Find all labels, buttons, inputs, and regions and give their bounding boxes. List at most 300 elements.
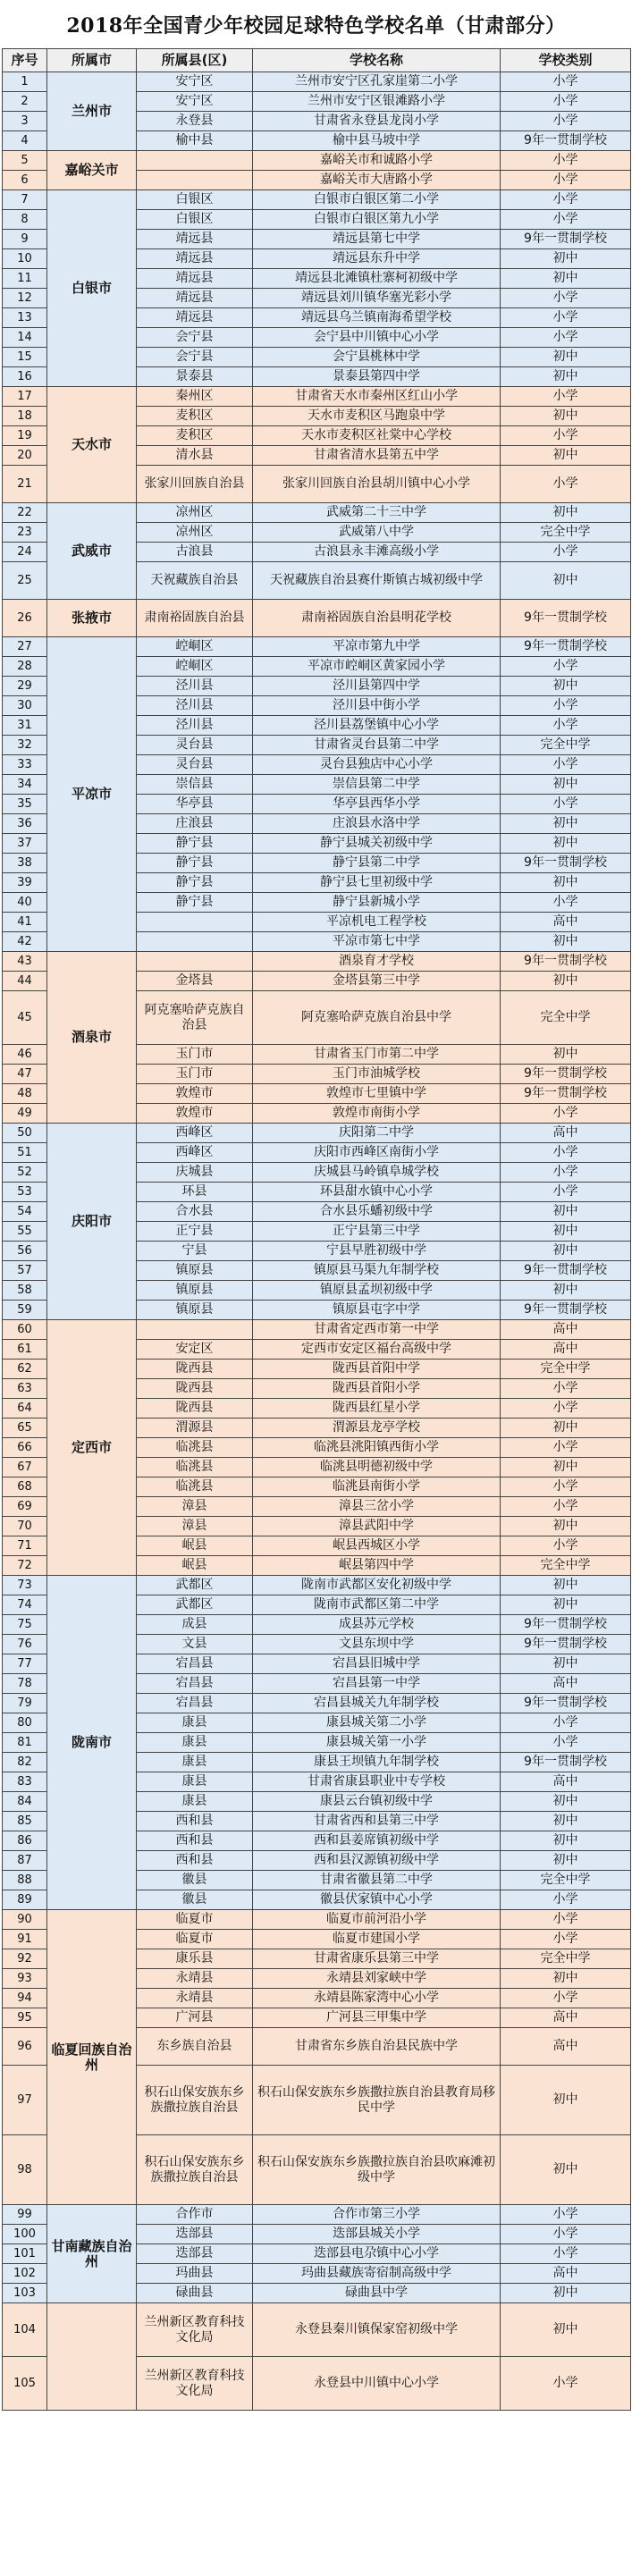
cell-seq: 66 <box>3 1438 47 1458</box>
cell-city: 白银市 <box>47 190 137 387</box>
cell-county: 漳县 <box>137 1517 253 1536</box>
cell-county: 会宁县 <box>137 348 253 367</box>
cell-seq: 34 <box>3 775 47 795</box>
cell-school: 庄浪县水洛中学 <box>253 814 501 834</box>
cell-category: 小学 <box>501 1989 631 2008</box>
cell-seq: 70 <box>3 1517 47 1536</box>
cell-county: 西和县 <box>137 1831 253 1851</box>
cell-category: 初中 <box>501 814 631 834</box>
table-body <box>3 72 631 2411</box>
cell-county: 凉州区 <box>137 503 253 523</box>
cell-county: 成县 <box>137 1615 253 1635</box>
cell-school: 积石山保安族东乡族撒拉族自治县教育局移民中学 <box>253 2066 501 2135</box>
cell-seq: 28 <box>3 657 47 677</box>
cell-seq: 27 <box>3 637 47 657</box>
cell-seq: 17 <box>3 387 47 407</box>
cell-category: 小学 <box>501 1143 631 1163</box>
cell-category: 初中 <box>501 1969 631 1989</box>
cell-category: 9年一贯制学校 <box>501 1084 631 1104</box>
cell-school: 张家川回族自治县胡川镇中心小学 <box>253 466 501 503</box>
cell-seq: 83 <box>3 1772 47 1792</box>
cell-seq: 15 <box>3 348 47 367</box>
cell-category: 9年一贯制学校 <box>501 1261 631 1281</box>
cell-school: 甘肃省天水市秦州区红山小学 <box>253 387 501 407</box>
cell-category: 小学 <box>501 2244 631 2264</box>
cell-seq: 26 <box>3 600 47 637</box>
cell-city: 定西市 <box>47 1320 137 1576</box>
cell-category: 高中 <box>501 2028 631 2066</box>
cell-category: 初中 <box>501 562 631 600</box>
cell-county: 靖远县 <box>137 308 253 328</box>
cell-category: 小学 <box>501 716 631 736</box>
cell-seq: 73 <box>3 1576 47 1595</box>
cell-seq: 53 <box>3 1183 47 1202</box>
table-row <box>3 952 631 972</box>
table-row <box>3 151 631 171</box>
cell-county: 静宁县 <box>137 873 253 893</box>
cell-county: 静宁县 <box>137 854 253 873</box>
cell-category: 小学 <box>501 171 631 190</box>
cell-seq: 42 <box>3 932 47 952</box>
cell-category: 完全中学 <box>501 991 631 1045</box>
cell-city: 武威市 <box>47 503 137 600</box>
cell-school: 甘肃省东乡族自治县民族中学 <box>253 2028 501 2066</box>
table-row <box>3 503 631 523</box>
table-row <box>3 1320 631 1340</box>
cell-school: 甘肃省永登县龙岗小学 <box>253 112 501 131</box>
cell-category: 小学 <box>501 387 631 407</box>
cell-county: 合水县 <box>137 1202 253 1222</box>
cell-school: 靖远县北滩镇杜寨柯初级中学 <box>253 269 501 289</box>
cell-school: 灵台县独店中心小学 <box>253 755 501 775</box>
cell-seq: 82 <box>3 1753 47 1772</box>
cell-school: 白银市白银区第九小学 <box>253 210 501 230</box>
cell-school: 静宁县第二中学 <box>253 854 501 873</box>
cell-category: 小学 <box>501 1930 631 1949</box>
cell-seq: 104 <box>3 2303 47 2357</box>
cell-school: 天祝藏族自治县赛什斯镇古城初级中学 <box>253 562 501 600</box>
cell-school: 庆阳市西峰区南街小学 <box>253 1143 501 1163</box>
cell-seq: 102 <box>3 2264 47 2284</box>
cell-county: 宕昌县 <box>137 1654 253 1674</box>
cell-seq: 21 <box>3 466 47 503</box>
cell-category: 初中 <box>501 2135 631 2205</box>
cell-category: 小学 <box>501 92 631 112</box>
cell-seq: 55 <box>3 1222 47 1242</box>
cell-county: 积石山保安族东乡族撒拉族自治县 <box>137 2066 253 2135</box>
cell-county: 陇西县 <box>137 1399 253 1418</box>
cell-school: 宕昌县第一中学 <box>253 1674 501 1694</box>
cell-county: 天祝藏族自治县 <box>137 562 253 600</box>
cell-school: 迭部县城关小学 <box>253 2225 501 2244</box>
cell-county: 靖远县 <box>137 289 253 308</box>
cell-category: 完全中学 <box>501 1360 631 1379</box>
cell-county: 静宁县 <box>137 893 253 913</box>
cell-school: 泾川县荔堡镇中心小学 <box>253 716 501 736</box>
cell-seq: 65 <box>3 1418 47 1438</box>
cell-category: 小学 <box>501 72 631 92</box>
cell-seq: 35 <box>3 795 47 814</box>
cell-county: 安宁区 <box>137 92 253 112</box>
cell-county: 正宁县 <box>137 1222 253 1242</box>
cell-school: 泾川县中街小学 <box>253 696 501 716</box>
cell-county: 宕昌县 <box>137 1674 253 1694</box>
cell-school: 庆阳第二中学 <box>253 1124 501 1143</box>
cell-school: 临洮县明德初级中学 <box>253 1458 501 1477</box>
cell-category: 初中 <box>501 446 631 466</box>
cell-county: 静宁县 <box>137 834 253 854</box>
cell-county: 陇西县 <box>137 1360 253 1379</box>
cell-county: 肃南裕固族自治县 <box>137 600 253 637</box>
cell-school: 泾川县第四中学 <box>253 677 501 696</box>
cell-school: 陇西县首阳小学 <box>253 1379 501 1399</box>
cell-category: 初中 <box>501 972 631 991</box>
cell-category: 小学 <box>501 1536 631 1556</box>
cell-school: 甘肃省西和县第三中学 <box>253 1812 501 1831</box>
cell-category: 小学 <box>501 755 631 775</box>
cell-seq: 41 <box>3 913 47 932</box>
cell-category: 小学 <box>501 1497 631 1517</box>
table-row <box>3 1910 631 1930</box>
cell-county: 白银区 <box>137 210 253 230</box>
cell-county: 敦煌市 <box>137 1104 253 1124</box>
cell-county: 临洮县 <box>137 1477 253 1497</box>
cell-category: 初中 <box>501 1792 631 1812</box>
cell-school: 康县城关第二小学 <box>253 1713 501 1733</box>
cell-seq: 99 <box>3 2205 47 2225</box>
cell-seq: 9 <box>3 230 47 249</box>
cell-category: 9年一贯制学校 <box>501 1065 631 1084</box>
cell-seq: 40 <box>3 893 47 913</box>
cell-school: 宁县早胜初级中学 <box>253 1242 501 1261</box>
cell-county: 东乡族自治县 <box>137 2028 253 2066</box>
cell-seq: 25 <box>3 562 47 600</box>
cell-county: 泾川县 <box>137 696 253 716</box>
cell-county: 康县 <box>137 1733 253 1753</box>
cell-school: 榆中县马坡中学 <box>253 131 501 151</box>
cell-school: 天水市麦积区马跑泉中学 <box>253 407 501 426</box>
cell-category: 初中 <box>501 269 631 289</box>
cell-school: 碌曲县中学 <box>253 2284 501 2303</box>
cell-county: 康县 <box>137 1713 253 1733</box>
cell-school: 甘肃省清水县第五中学 <box>253 446 501 466</box>
cell-school: 敦煌市七里镇中学 <box>253 1084 501 1104</box>
cell-county: 凉州区 <box>137 523 253 543</box>
cell-seq: 13 <box>3 308 47 328</box>
cell-category: 完全中学 <box>501 1949 631 1969</box>
cell-seq: 61 <box>3 1340 47 1360</box>
cell-county: 碌曲县 <box>137 2284 253 2303</box>
cell-county: 漳县 <box>137 1497 253 1517</box>
cell-school: 古浪县永丰滩高级小学 <box>253 543 501 562</box>
cell-school: 甘肃省玉门市第二中学 <box>253 1045 501 1065</box>
cell-category: 小学 <box>501 2225 631 2244</box>
cell-category: 小学 <box>501 893 631 913</box>
cell-county <box>137 171 253 190</box>
cell-category: 小学 <box>501 1183 631 1202</box>
cell-seq: 67 <box>3 1458 47 1477</box>
cell-school: 嘉峪关市和诚路小学 <box>253 151 501 171</box>
cell-category: 9年一贯制学校 <box>501 600 631 637</box>
cell-school: 永登县秦川镇保家窑初级中学 <box>253 2303 501 2357</box>
cell-seq: 84 <box>3 1792 47 1812</box>
cell-county: 环县 <box>137 1183 253 1202</box>
cell-county: 会宁县 <box>137 328 253 348</box>
cell-school: 陇西县首阳中学 <box>253 1360 501 1379</box>
cell-category: 小学 <box>501 308 631 328</box>
cell-category: 小学 <box>501 795 631 814</box>
cell-county: 玉门市 <box>137 1065 253 1084</box>
cell-school: 渭源县龙亭学校 <box>253 1418 501 1438</box>
cell-county: 麦积区 <box>137 407 253 426</box>
cell-county: 靖远县 <box>137 249 253 269</box>
cell-seq: 74 <box>3 1595 47 1615</box>
cell-county: 崆峒区 <box>137 637 253 657</box>
cell-school: 静宁县新城小学 <box>253 893 501 913</box>
cell-seq: 32 <box>3 736 47 755</box>
cell-category: 小学 <box>501 1399 631 1418</box>
cell-seq: 81 <box>3 1733 47 1753</box>
cell-seq: 89 <box>3 1890 47 1910</box>
cell-seq: 94 <box>3 1989 47 2008</box>
cell-school: 景泰县第四中学 <box>253 367 501 387</box>
cell-county: 永靖县 <box>137 1989 253 2008</box>
cell-school: 康县云台镇初级中学 <box>253 1792 501 1812</box>
cell-school: 环县甜水镇中心小学 <box>253 1183 501 1202</box>
cell-school: 岷县第四中学 <box>253 1556 501 1576</box>
cell-category: 初中 <box>501 1222 631 1242</box>
cell-school: 武威第二十三中学 <box>253 503 501 523</box>
cell-seq: 88 <box>3 1871 47 1890</box>
cell-category: 初中 <box>501 1458 631 1477</box>
cell-school: 康县王坝镇九年制学校 <box>253 1753 501 1772</box>
cell-seq: 20 <box>3 446 47 466</box>
cell-seq: 19 <box>3 426 47 446</box>
cell-city: 张掖市 <box>47 600 137 637</box>
cell-seq: 22 <box>3 503 47 523</box>
cell-category: 初中 <box>501 1831 631 1851</box>
cell-city: 陇南市 <box>47 1576 137 1910</box>
cell-school: 临洮县洮阳镇西街小学 <box>253 1438 501 1458</box>
cell-category: 高中 <box>501 1320 631 1340</box>
cell-category: 小学 <box>501 1163 631 1183</box>
cell-school: 漳县武阳中学 <box>253 1517 501 1536</box>
cell-seq: 101 <box>3 2244 47 2264</box>
cell-county: 宕昌县 <box>137 1694 253 1713</box>
cell-category: 小学 <box>501 328 631 348</box>
cell-school: 永靖县陈家湾中心小学 <box>253 1989 501 2008</box>
cell-seq: 98 <box>3 2135 47 2205</box>
cell-category: 初中 <box>501 1281 631 1301</box>
cell-seq: 76 <box>3 1635 47 1654</box>
cell-school: 白银市白银区第二小学 <box>253 190 501 210</box>
cell-school: 静宁县七里初级中学 <box>253 873 501 893</box>
cell-school: 合水县乐蟠初级中学 <box>253 1202 501 1222</box>
cell-school: 庆城县马岭镇阜城学校 <box>253 1163 501 1183</box>
cell-county: 永靖县 <box>137 1969 253 1989</box>
cell-school: 平凉市第九中学 <box>253 637 501 657</box>
cell-seq: 29 <box>3 677 47 696</box>
cell-school: 永登县中川镇中心小学 <box>253 2357 501 2411</box>
cell-county <box>137 1320 253 1340</box>
cell-school: 靖远县第七中学 <box>253 230 501 249</box>
cell-category: 初中 <box>501 2066 631 2135</box>
cell-seq: 56 <box>3 1242 47 1261</box>
cell-county: 迭部县 <box>137 2225 253 2244</box>
cell-county: 临洮县 <box>137 1438 253 1458</box>
cell-category: 高中 <box>501 913 631 932</box>
cell-category: 高中 <box>501 1772 631 1792</box>
cell-category: 初中 <box>501 775 631 795</box>
cell-county: 华亭县 <box>137 795 253 814</box>
table-row <box>3 387 631 407</box>
table-row <box>3 72 631 92</box>
cell-seq: 2 <box>3 92 47 112</box>
cell-county: 镇原县 <box>137 1261 253 1281</box>
cell-seq: 97 <box>3 2066 47 2135</box>
cell-county: 敦煌市 <box>137 1084 253 1104</box>
cell-school: 天水市麦积区社棠中心学校 <box>253 426 501 446</box>
cell-seq: 51 <box>3 1143 47 1163</box>
cell-county: 岷县 <box>137 1536 253 1556</box>
cell-seq: 37 <box>3 834 47 854</box>
cell-seq: 92 <box>3 1949 47 1969</box>
cell-county: 靖远县 <box>137 269 253 289</box>
cell-seq: 60 <box>3 1320 47 1340</box>
cell-category: 小学 <box>501 657 631 677</box>
cell-category: 初中 <box>501 348 631 367</box>
cell-category: 小学 <box>501 1713 631 1733</box>
cell-seq: 100 <box>3 2225 47 2244</box>
cell-category: 初中 <box>501 503 631 523</box>
cell-county: 泾川县 <box>137 716 253 736</box>
cell-seq: 68 <box>3 1477 47 1497</box>
cell-county: 永登县 <box>137 112 253 131</box>
cell-category: 小学 <box>501 466 631 503</box>
cell-seq: 63 <box>3 1379 47 1399</box>
cell-city: 甘南藏族自治州 <box>47 2205 137 2303</box>
table-row <box>3 1576 631 1595</box>
cell-county: 镇原县 <box>137 1281 253 1301</box>
cell-county: 武都区 <box>137 1595 253 1615</box>
cell-seq: 1 <box>3 72 47 92</box>
cell-county: 西峰区 <box>137 1124 253 1143</box>
cell-category: 小学 <box>501 1438 631 1458</box>
cell-category: 小学 <box>501 426 631 446</box>
cell-seq: 95 <box>3 2008 47 2028</box>
cell-school: 临洮县南街小学 <box>253 1477 501 1497</box>
cell-seq: 96 <box>3 2028 47 2066</box>
cell-category: 高中 <box>501 1124 631 1143</box>
cell-county: 麦积区 <box>137 426 253 446</box>
table-row <box>3 2205 631 2225</box>
cell-city: 临夏回族自治州 <box>47 1910 137 2205</box>
cell-county: 西和县 <box>137 1851 253 1871</box>
header-category: 学校类别 <box>501 49 631 72</box>
cell-school: 甘肃省康乐县第三中学 <box>253 1949 501 1969</box>
cell-county <box>137 952 253 972</box>
cell-seq: 24 <box>3 543 47 562</box>
cell-city <box>47 2303 137 2411</box>
cell-seq: 78 <box>3 1674 47 1694</box>
cell-school: 文县东坝中学 <box>253 1635 501 1654</box>
cell-category: 小学 <box>501 2357 631 2411</box>
cell-school: 临夏市前河沿小学 <box>253 1910 501 1930</box>
cell-seq: 4 <box>3 131 47 151</box>
cell-category: 9年一贯制学校 <box>501 854 631 873</box>
cell-school: 兰州市安宁区孔家崖第二小学 <box>253 72 501 92</box>
cell-school: 镇原县孟坝初级中学 <box>253 1281 501 1301</box>
cell-county <box>137 913 253 932</box>
cell-category: 初中 <box>501 1595 631 1615</box>
cell-category: 9年一贯制学校 <box>501 637 631 657</box>
cell-school: 镇原县马渠九年制学校 <box>253 1261 501 1281</box>
cell-county: 古浪县 <box>137 543 253 562</box>
cell-county: 榆中县 <box>137 131 253 151</box>
cell-county: 白银区 <box>137 190 253 210</box>
header-school: 学校名称 <box>253 49 501 72</box>
cell-school: 陇西县红星小学 <box>253 1399 501 1418</box>
cell-seq: 49 <box>3 1104 47 1124</box>
cell-category: 初中 <box>501 1418 631 1438</box>
cell-school: 会宁县中川镇中心小学 <box>253 328 501 348</box>
cell-school: 西和县汉源镇初级中学 <box>253 1851 501 1871</box>
cell-category: 小学 <box>501 696 631 716</box>
cell-seq: 45 <box>3 991 47 1045</box>
document-title: 2018年全国青少年校园足球特色学校名单（甘肃部分） <box>66 13 566 38</box>
cell-city: 兰州市 <box>47 72 137 151</box>
cell-county: 临洮县 <box>137 1458 253 1477</box>
cell-category: 高中 <box>501 2264 631 2284</box>
cell-category: 初中 <box>501 407 631 426</box>
cell-city: 平凉市 <box>47 637 137 952</box>
cell-seq: 8 <box>3 210 47 230</box>
cell-school: 肃南裕固族自治县明花学校 <box>253 600 501 637</box>
cell-county: 宁县 <box>137 1242 253 1261</box>
cell-school: 平凉机电工程学校 <box>253 913 501 932</box>
cell-seq: 62 <box>3 1360 47 1379</box>
cell-county: 陇西县 <box>137 1379 253 1399</box>
cell-seq: 23 <box>3 523 47 543</box>
cell-county: 秦州区 <box>137 387 253 407</box>
table-row <box>3 190 631 210</box>
cell-seq: 33 <box>3 755 47 775</box>
cell-category: 小学 <box>501 2205 631 2225</box>
cell-school: 正宁县第三中学 <box>253 1222 501 1242</box>
cell-category: 小学 <box>501 1477 631 1497</box>
cell-seq: 77 <box>3 1654 47 1674</box>
cell-county: 徽县 <box>137 1871 253 1890</box>
cell-category: 初中 <box>501 1851 631 1871</box>
cell-seq: 52 <box>3 1163 47 1183</box>
cell-seq: 71 <box>3 1536 47 1556</box>
cell-school: 成县苏元学校 <box>253 1615 501 1635</box>
cell-county: 临夏市 <box>137 1910 253 1930</box>
cell-category: 9年一贯制学校 <box>501 1301 631 1320</box>
cell-category: 初中 <box>501 1812 631 1831</box>
cell-category: 9年一贯制学校 <box>501 1753 631 1772</box>
cell-school: 阿克塞哈萨克族自治县中学 <box>253 991 501 1045</box>
cell-county: 康乐县 <box>137 1949 253 1969</box>
cell-category: 初中 <box>501 1045 631 1065</box>
cell-county: 兰州新区教育科技文化局 <box>137 2357 253 2411</box>
cell-category: 高中 <box>501 1674 631 1694</box>
cell-category: 9年一贯制学校 <box>501 952 631 972</box>
cell-county: 康县 <box>137 1772 253 1792</box>
cell-school: 康县城关第一小学 <box>253 1733 501 1753</box>
cell-seq: 105 <box>3 2357 47 2411</box>
cell-seq: 72 <box>3 1556 47 1576</box>
